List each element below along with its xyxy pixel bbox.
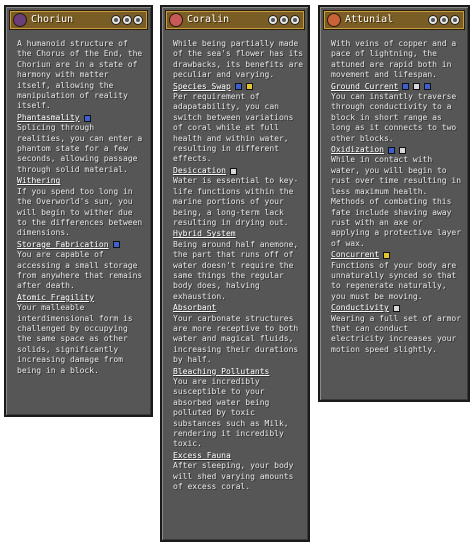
impact-dot-icon (133, 15, 143, 25)
power-section (173, 229, 304, 302)
power-title (173, 82, 304, 92)
impact-dot-icon (122, 15, 132, 25)
power-section (17, 293, 147, 376)
blue-badge-icon (388, 147, 395, 154)
blue-badge-icon (113, 241, 120, 248)
power-section (331, 303, 464, 355)
gray-badge-icon (230, 168, 237, 175)
power-section (17, 113, 147, 175)
power-section (331, 145, 464, 249)
card-body (17, 39, 147, 376)
gray-badge-icon (393, 305, 400, 312)
impact-dots (111, 15, 143, 25)
impact-dot-icon (111, 15, 121, 25)
choriun-card (4, 5, 153, 417)
power-title (17, 293, 147, 303)
power-title (331, 82, 464, 92)
power-title (331, 250, 464, 260)
card-intro: While being partially made of the sea's flower has its drawbacks, its benefits are peculiar and varying. (173, 39, 304, 80)
card-header (165, 10, 305, 30)
power-section (17, 240, 147, 292)
power-title (17, 240, 147, 250)
card-body (173, 39, 304, 492)
coral-icon (169, 13, 183, 27)
card-header (323, 10, 465, 30)
power-description: After sleeping, your body will shed varying amounts of excess coral. (173, 461, 294, 492)
card-intro: A humanoid structure of the Chorus of the End, the Choriun are in a state of harmony with matter itself, allowing the manipulation of reality itself. (17, 39, 143, 111)
card-intro: With veins of copper and a pace of lightning, the attuned are rapid both in movement and lifespan. (331, 39, 457, 80)
power-title-text: Species Swap (173, 81, 231, 91)
power-description: Splicing through realities, you can enter a phantom state for a few seconds, allowing passage through solid material. (17, 123, 143, 174)
power-description: Per requirement of adapatability, you can switch between variations of coral while at full health and within water, resulting in different effects. (173, 92, 294, 164)
power-title-text: Conductivity (331, 303, 389, 313)
power-title-text: Ground Current (331, 81, 399, 91)
power-title-text: Bleaching Pollutants (173, 366, 270, 376)
power-title-text: Hybrid System (173, 229, 236, 239)
power-title (173, 367, 304, 377)
yellow-badge-icon (383, 252, 390, 259)
card-header (9, 10, 148, 30)
power-description: You can instantly traverse through conductivity to a block in short range as long as it connects to two other blocks. (331, 92, 457, 143)
power-section (173, 166, 304, 228)
power-section (331, 250, 464, 302)
blue-badge-icon (235, 83, 242, 90)
ender-orb-icon (13, 13, 27, 27)
impact-dots (428, 15, 460, 25)
power-description: Being around half anemone, the part that runs off of water doesn't require the same things the regular body does, halving exhaustion. (173, 239, 299, 301)
power-description: While in contact with water, you will begin to rust over time resulting in less maximum health. Methods of combating this fate include shaving away rust with an axe or applying a protective layer of wax. (331, 155, 462, 248)
power-title-text: Oxidization (331, 145, 384, 155)
power-section (173, 451, 304, 493)
power-description: You are incredibly susceptible to your absorbed water being polluted by toxic substances such as Milk, rendering it incredibly toxic. (173, 377, 289, 449)
gray-badge-icon (399, 147, 406, 154)
gray-badge-icon (413, 83, 420, 90)
power-description: You are capable of accessing a small storage from anywhere that remains after death. (17, 250, 143, 291)
blue-badge-icon (402, 83, 409, 90)
power-section (173, 82, 304, 165)
power-section (331, 82, 464, 144)
yellow-badge-icon (246, 83, 253, 90)
power-title-text: Desiccation (173, 165, 226, 175)
power-title (173, 303, 304, 313)
power-title-text: Phantasmality (17, 112, 80, 122)
card-title: Choriun (31, 14, 74, 25)
impact-dot-icon (279, 15, 289, 25)
power-title-text: Concurrent (331, 250, 380, 260)
blue-badge-icon (424, 83, 431, 90)
blue-badge-icon (84, 115, 91, 122)
power-description: If you spend too long in the Overworld's sun, you will begin to wither due to the differences between dimensions. (17, 186, 143, 238)
power-description: Functions of your body are unnaturally synced so that to regenerate naturally, you must be moving. (331, 260, 457, 301)
power-title-text: Storage Fabrication (17, 239, 109, 249)
power-title (17, 176, 147, 186)
power-title-text: Atomic Fragility (17, 292, 95, 302)
power-title (17, 113, 147, 123)
card-title: Attunial (345, 14, 394, 25)
power-title (331, 303, 464, 313)
impact-dot-icon (450, 15, 460, 25)
power-title-text: Absorbant (173, 303, 217, 313)
power-title (173, 229, 304, 239)
impact-dots (268, 15, 300, 25)
power-section (173, 367, 304, 450)
coralin-card (160, 5, 310, 542)
card-body (331, 39, 464, 355)
power-title-text: Excess Fauna (173, 450, 231, 460)
power-title (173, 451, 304, 461)
power-description: Water is essential to key-life functions within the marine portions of your being, a long-term lack resulting in drying out. (173, 176, 299, 227)
power-description: Your malleable interdimensional form is challenged by occupying the same space as other solids, significantly increasing damage from being in a block. (17, 303, 133, 375)
impact-dot-icon (268, 15, 278, 25)
impact-dot-icon (439, 15, 449, 25)
power-description: Your carbonate structures are more receptive to both water and magical fluids, increasing their durations by half. (173, 313, 299, 365)
card-title: Coralin (187, 14, 230, 25)
power-description: Wearing a full set of armor that can conduct electricity increases your motion speed slightly. (331, 313, 462, 354)
copper-bolt-icon (327, 13, 341, 27)
power-title-text: Withering (17, 176, 61, 186)
impact-dot-icon (428, 15, 438, 25)
impact-dot-icon (290, 15, 300, 25)
power-section (173, 303, 304, 365)
power-title (331, 145, 464, 155)
power-title (173, 166, 304, 176)
attunial-card (318, 5, 470, 402)
power-section (17, 176, 147, 238)
